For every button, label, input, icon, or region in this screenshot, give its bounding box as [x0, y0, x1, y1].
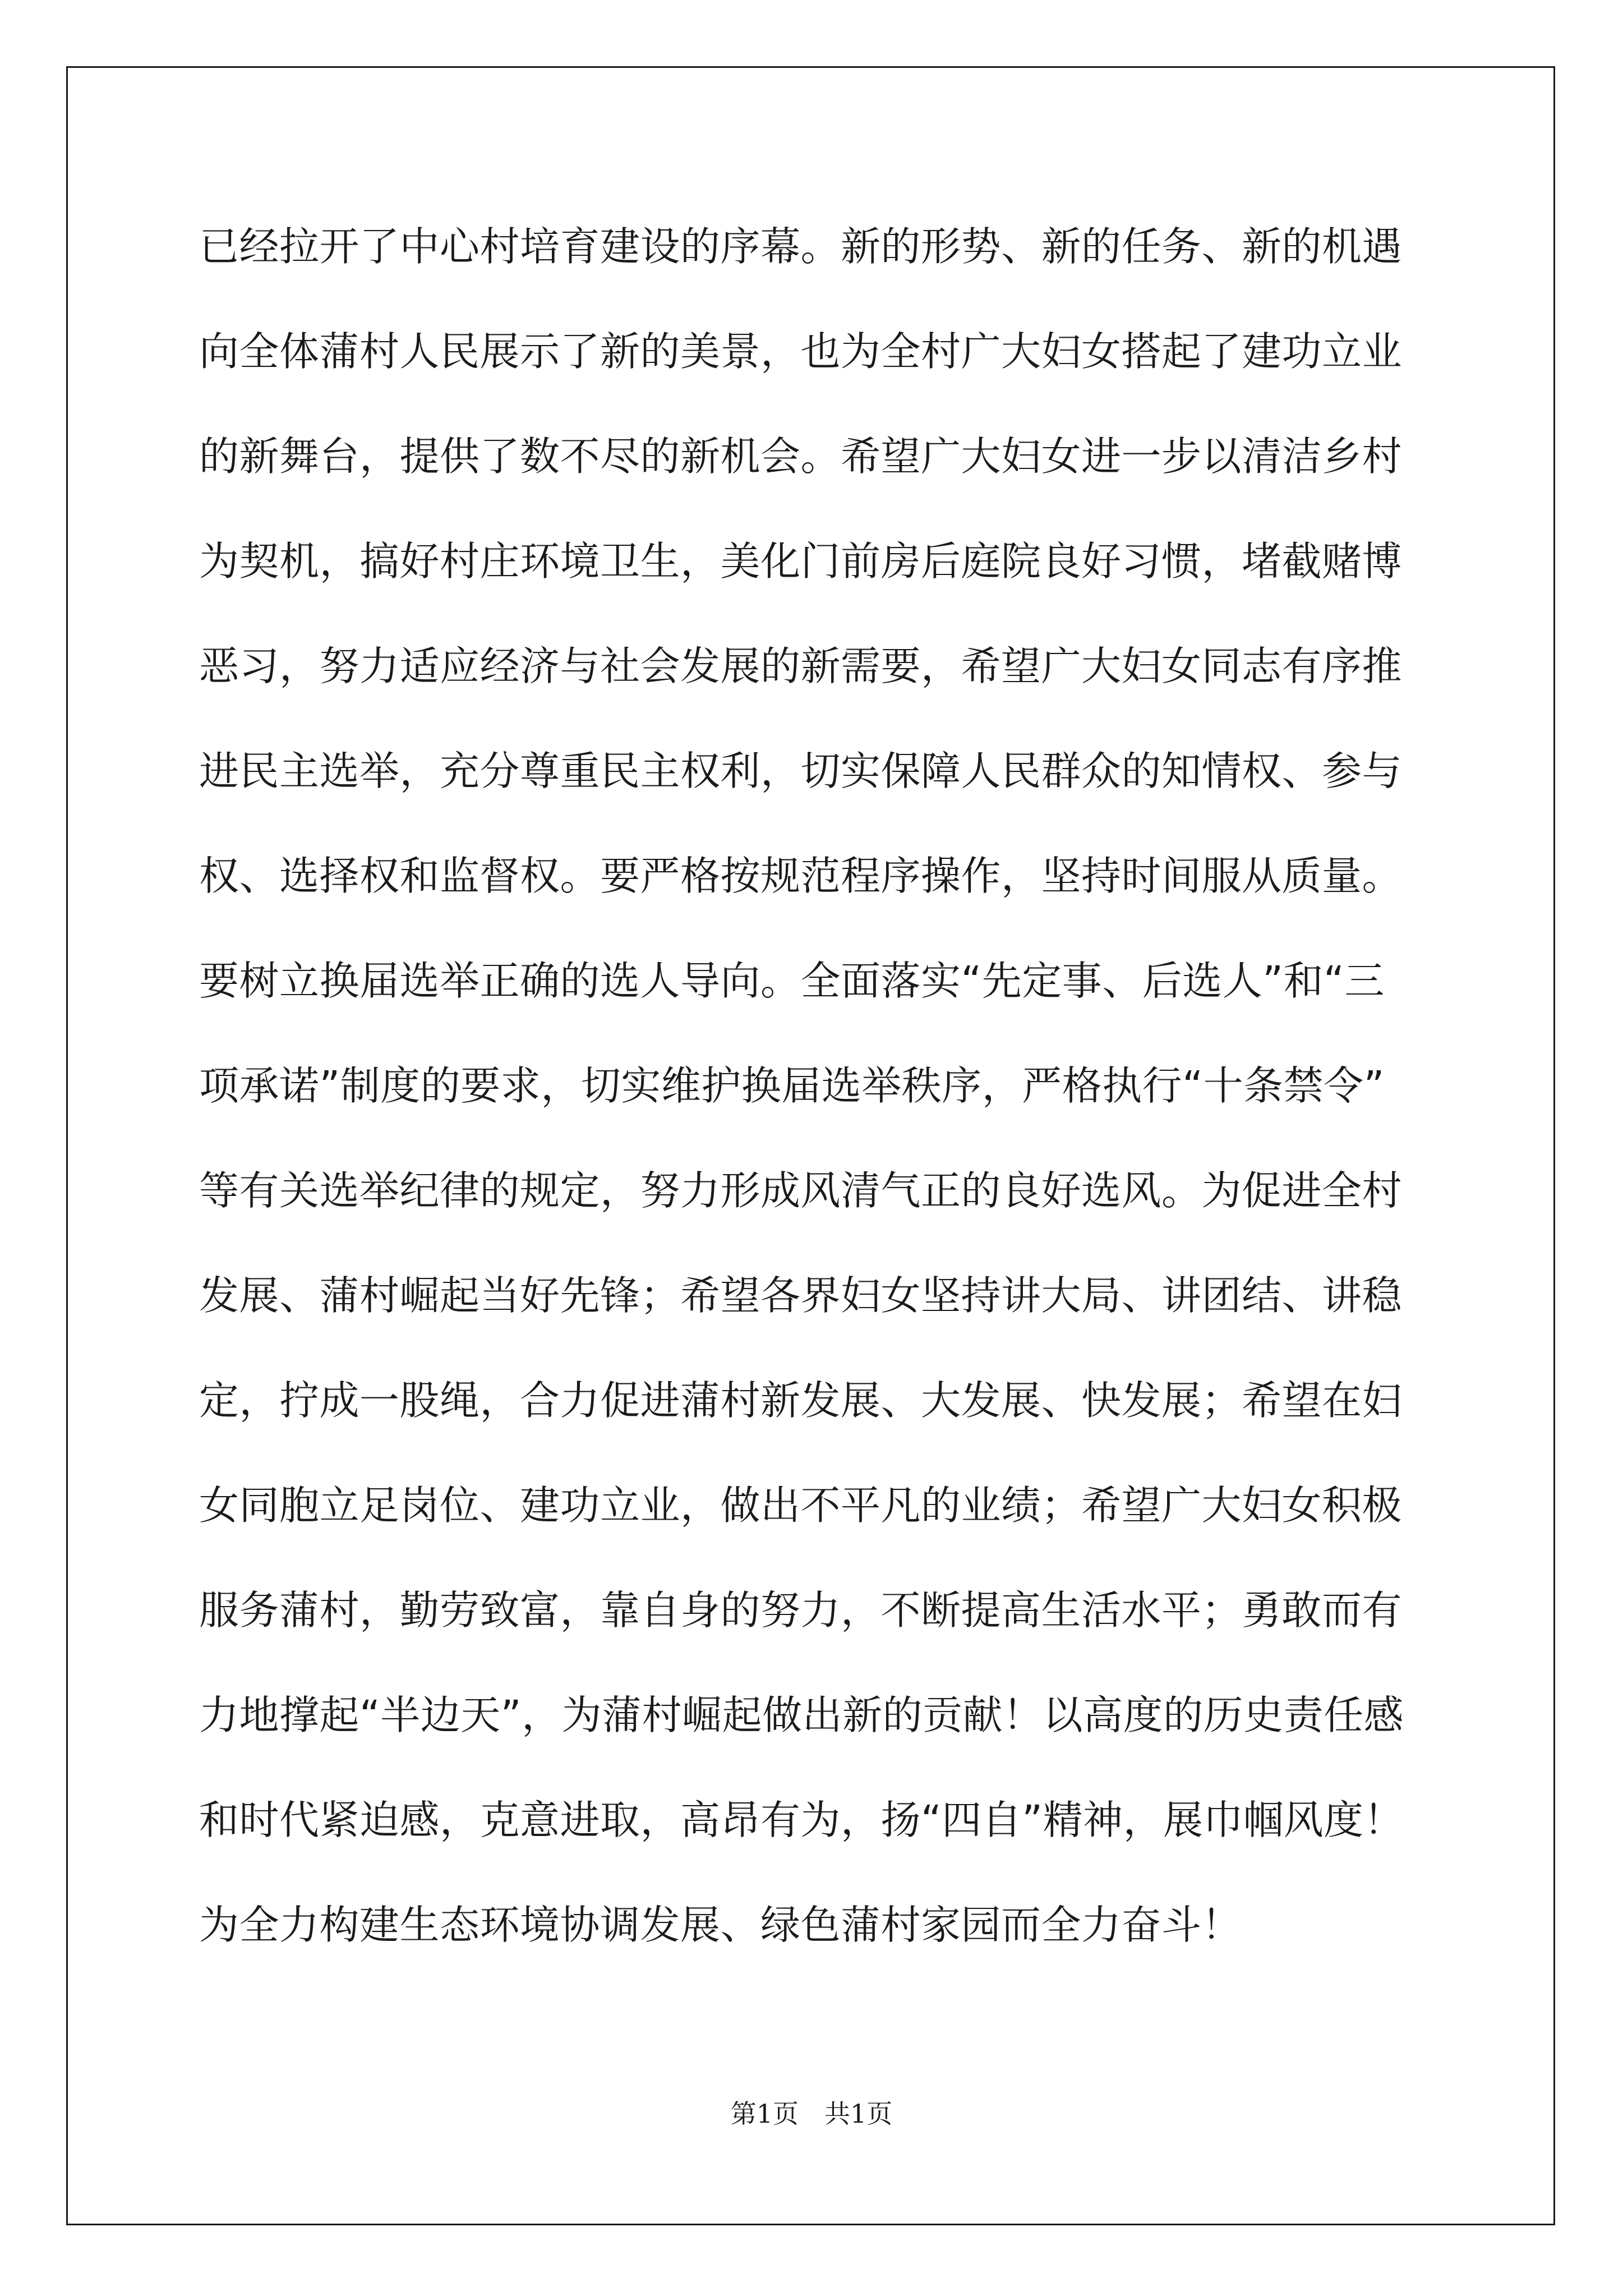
text-line: 要树立换届选举正确的选人导向。全面落实“先定事、后选人”和“三: [199, 958, 1385, 1004]
text-line: 发展、蒲村崛起当好先锋；希望各界妇女坚持讲大局、讲团结、讲稳: [199, 1272, 1403, 1319]
text-line: 为契机，搞好村庄环境卫生，美化门前房后庭院良好习惯，堵截赌博: [199, 538, 1403, 585]
text-line: 的新舞台，提供了数不尽的新机会。希望广大妇女进一步以清洁乡村: [199, 433, 1403, 480]
text-line: 权、选择权和监督权。要严格按规范程序操作，坚持时间服从质量。: [199, 853, 1403, 899]
text-line: 力地撑起“半边天”，为蒲村崛起做出新的贡献！以高度的历史责任感: [199, 1692, 1404, 1738]
text-line: 恶习，努力适应经济与社会发展的新需要，希望广大妇女同志有序推: [199, 643, 1403, 689]
text-line: 女同胞立足岗位、建功立业，做出不平凡的业绩；希望广大妇女积极: [199, 1482, 1403, 1529]
text-line: 等有关选举纪律的规定，努力形成风清气正的良好选风。为促进全村: [199, 1167, 1403, 1214]
text-line: 服务蒲村，勤劳致富，靠自身的努力，不断提高生活水平；勇敢而有: [199, 1587, 1403, 1634]
text-line: 进民主选举，充分尊重民主权利，切实保障人民群众的知情权、参与: [199, 748, 1403, 794]
text-line: 定，拧成一股绳，合力促进蒲村新发展、大发展、快发展；希望在妇: [199, 1377, 1403, 1424]
text-line: 为全力构建生态环境协调发展、绿色蒲村家园而全力奋斗！: [199, 1902, 1242, 1948]
text-line: 向全体蒲村人民展示了新的美景，也为全村广大妇女搭起了建功立业: [199, 328, 1403, 375]
text-line: 项承诺”制度的要求，切实维护换届选举秩序，严格执行“十条禁令”: [199, 1062, 1385, 1109]
text-line: 和时代紧迫感，克意进取，高昂有为，扬“四自”精神，展巾帼风度！: [199, 1797, 1404, 1843]
document-body: [199, 210, 1433, 1994]
text-line: 已经拉开了中心村培育建设的序幕。新的形势、新的任务、新的机遇: [199, 223, 1403, 270]
page-number-footer: 第1页 共1页: [730, 2099, 893, 2129]
